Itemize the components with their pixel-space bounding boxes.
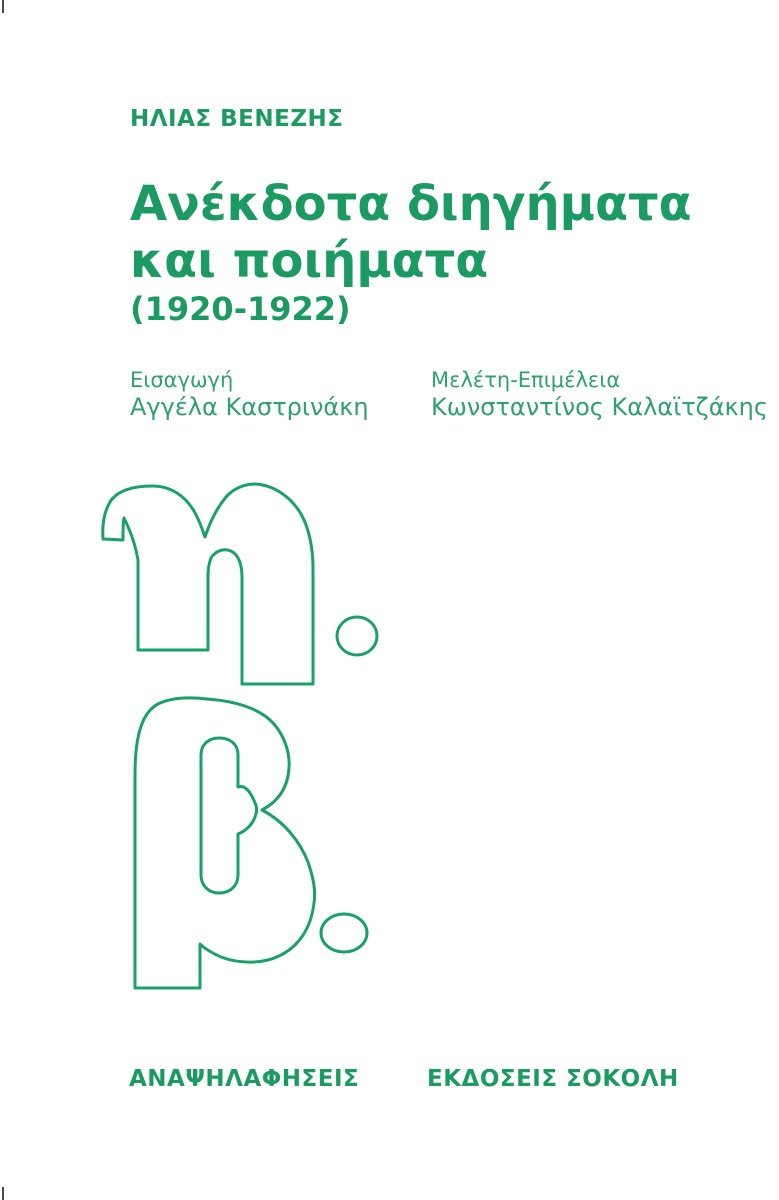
monogram-beta-dot [321,914,367,952]
credit-introduction [130,368,369,420]
book-title [130,176,692,290]
credit-study-editing [431,368,768,420]
monogram-eta-dot [337,617,377,655]
publisher-label: ΕΚΔΟΣΕΙΣ ΣΟΚΟΛΗ [427,1066,679,1092]
series-label: ΑΝΑΨΗΛΑΦΗΣΕΙΣ [129,1066,360,1092]
monogram-beta-outline [135,698,315,988]
crop-mark-top [2,0,4,13]
crop-mark-bottom [2,1187,4,1200]
credit-name-introduction: Αγγέλα Καστρινάκη [130,393,369,421]
credit-role-study-editing: Μελέτη-Επιμέλεια [431,368,621,392]
book-title-line-2: και ποιήματα [130,233,489,289]
date-range: (1920-1922) [130,290,351,328]
book-title-line-1: Ανέκδοτα διηγήματα [130,176,692,232]
monogram-beta-icon [130,694,380,996]
monogram-eta-outline [103,484,313,684]
author-name: ΗΛΙΑΣ ΒΕΝΕΖΗΣ [130,106,344,132]
monogram-eta-icon [100,480,392,692]
credit-name-study-editing: Κωνσταντίνος Καλαϊτζάκης [431,393,768,421]
credit-role-introduction: Εισαγωγή [130,368,234,392]
